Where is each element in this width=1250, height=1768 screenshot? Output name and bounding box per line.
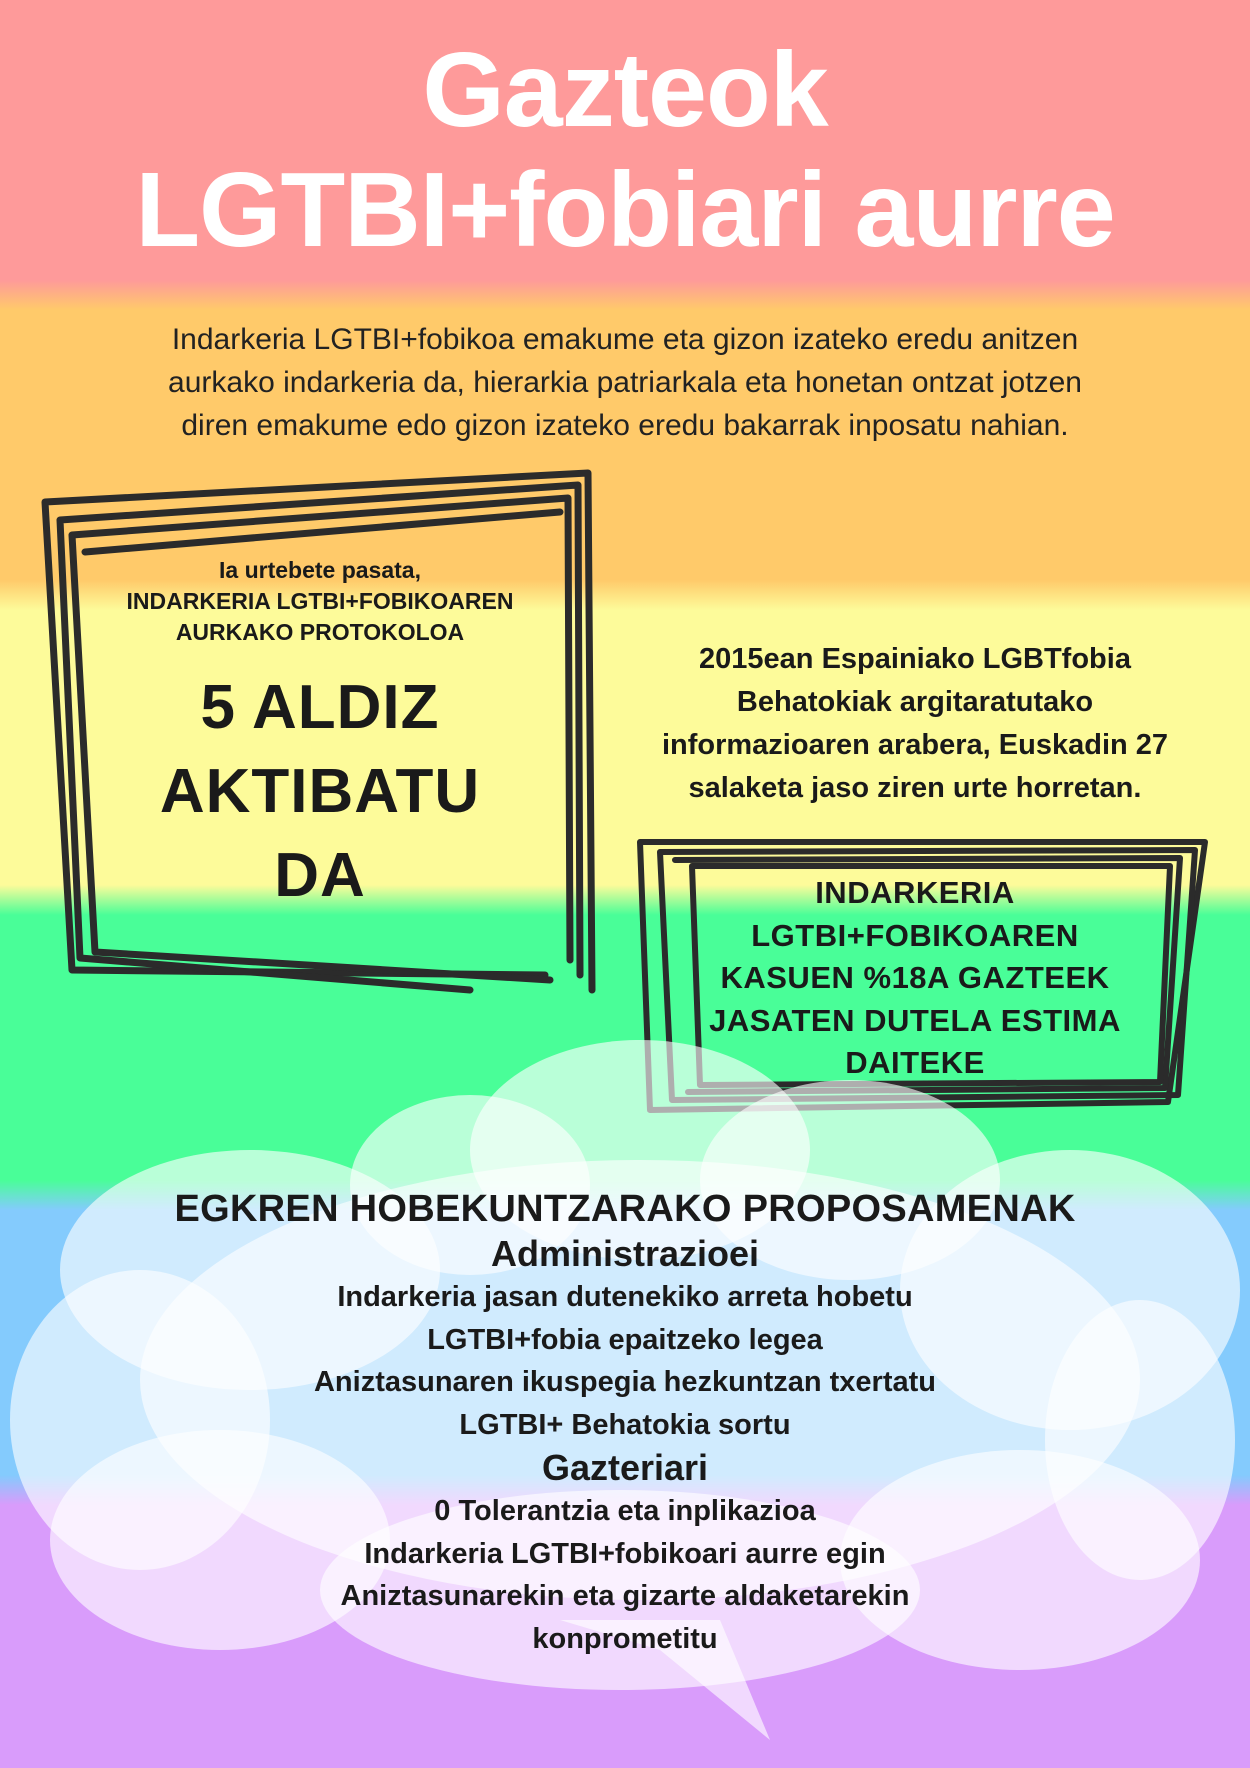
youth-item: konprometitu xyxy=(532,1622,718,1655)
title-line: LGTBI+fobiari aurre xyxy=(135,151,1115,269)
youth-item: 0 Tolerantzia eta inplikazioa xyxy=(434,1495,816,1527)
headline-line: DA xyxy=(274,841,366,910)
statistic-line: Behatokiak argitaratutako xyxy=(736,686,1094,718)
youth-stat-line: DAITEKE xyxy=(845,1045,985,1080)
youth-subheading: Gazteriari xyxy=(541,1447,709,1488)
youth-stat-line: LGTBI+FOBIKOAREN xyxy=(751,917,1079,953)
protocol-lead: Ia urtebete pasata, xyxy=(219,557,421,583)
youth-stat-line: INDARKERIA xyxy=(815,875,1015,910)
admin-item: Indarkeria jasan dutenekiko arreta hobetu xyxy=(337,1281,913,1313)
statistic-line: informazioaren arabera, Euskadin 27 xyxy=(661,729,1169,761)
proposals-heading: EGKREN HOBEKUNTZARAKO PROPOSAMENAK xyxy=(174,1188,1076,1230)
protocol-lead: AURKAKO PROTOKOLOA xyxy=(175,619,465,645)
proposals-section xyxy=(75,1186,1175,1660)
youth-item: Aniztasunarekin eta gizarte aldaketarekin xyxy=(340,1580,910,1612)
youth-item: Indarkeria LGTBI+fobikoari aurre egin xyxy=(364,1537,886,1570)
headline-line: AKTIBATU xyxy=(159,757,481,826)
intro-line: Indarkeria LGTBI+fobikoa emakume eta gizon izateko eredu anitzen xyxy=(171,323,1079,356)
admin-item: Aniztasunaren ikuspegia hezkuntzan txertatu xyxy=(313,1366,936,1398)
admin-item: LGTBI+ Behatokia sortu xyxy=(459,1408,791,1441)
admin-item: LGTBI+fobia epaitzeko legea xyxy=(427,1323,823,1356)
youth-stat-line: JASATEN DUTELA ESTIMA xyxy=(709,1002,1121,1038)
headline-line: 5 ALDIZ xyxy=(200,673,440,742)
admin-subheading: Administrazioei xyxy=(490,1233,760,1274)
intro-line: aurkako indarkeria da, hierarkia patriarkala eta honetan ontzat jotzen xyxy=(168,366,1082,399)
intro-line: diren emakume edo gizon izateko eredu bakarrak inposatu nahian. xyxy=(181,409,1069,442)
statistic-line: 2015ean Espainiako LGBTfobia xyxy=(699,643,1131,675)
protocol-lead: INDARKERIA LGTBI+FOBIKOAREN xyxy=(126,588,514,614)
statistic-line: salaketa jaso ziren urte horretan. xyxy=(688,772,1142,804)
title-line: Gazteok xyxy=(422,31,828,149)
youth-stat-line: KASUEN %18A GAZTEEK xyxy=(720,960,1110,995)
